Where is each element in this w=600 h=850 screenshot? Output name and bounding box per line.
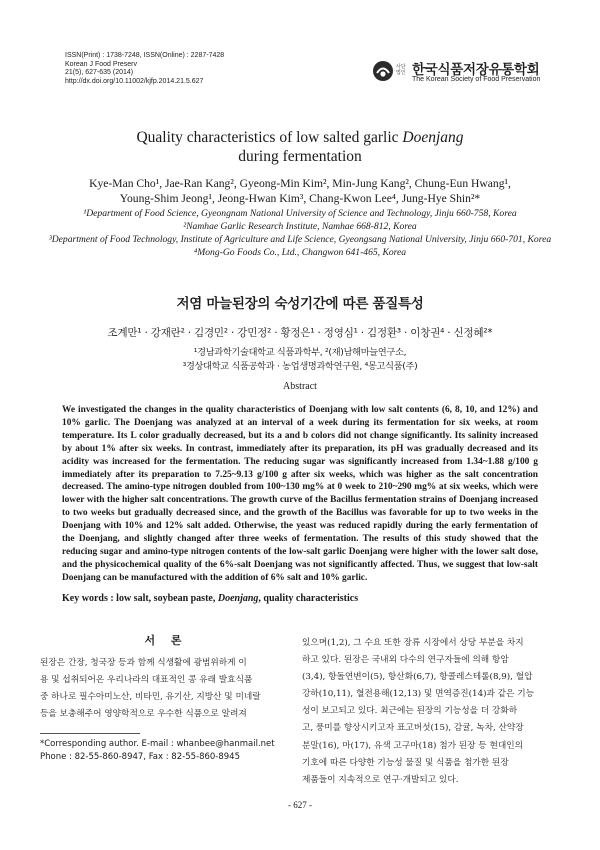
footnote-email: *Corresponding author. E-mail : whanbee@hanmail.net	[40, 739, 275, 749]
keywords: Key words : low salt, soybean paste, Doenjang, quality characteristics	[62, 593, 359, 604]
page-number: - 627 -	[288, 800, 312, 810]
korean-affiliation-2: ³경상대학교 식품공학과 · 농업생명과학연구원, ⁴몽고식품(주)	[182, 361, 418, 372]
affiliation-3: ³Department of Food Technology, Institute of Agriculture and Life Science, Gyeongsang National University, Jinju 660-701, Korea	[48, 234, 552, 245]
footnote-phone: Phone : 82-55-860-8947, Fax : 82-55-860-8945	[40, 752, 240, 762]
korean-title: 저염 마늘된장의 숙성기간에 따른 품질특성	[176, 296, 424, 312]
intro-right-line: 기호에 따른 다양한 기능성 물질 및 식품을 첨가한 된장	[302, 757, 509, 768]
abstract-heading: Abstract	[283, 381, 317, 392]
korean-authors: 조계만¹ · 강재란² · 김경민² · 강민정² · 황정은¹ · 정영심¹ · 김정환³ · 이창권⁴ · 신정혜²*	[107, 327, 493, 339]
abstract-body	[62, 404, 538, 585]
intro-right-line: 하고 있다. 된장은 국내외 다수의 연구자들에 의해 항암	[302, 655, 509, 666]
introduction-heading: 서 론	[144, 634, 188, 647]
intro-right-line: 분말(16), 마(17), 유색 고구마(18) 첨가 된장 등 현대인의	[302, 740, 524, 751]
affiliation-1: ¹Department of Food Science, Gyeongnam National University of Science and Technology, Jinju 660-758, Korea	[83, 208, 517, 219]
intro-right-line: 고, 풍미를 향상시키고자 표고버섯(15), 감귤, 녹차, 산약장	[302, 723, 524, 734]
affiliation-2: ²Namhae Garlic Research Institute, Namhae 668-812, Korea	[183, 221, 417, 232]
intro-right-line: 있으며(1,2), 그 수요 또한 장류 시장에서 상당 부분을 차지	[302, 638, 524, 648]
intro-right-line: 성이 보고되고 있다. 최근에는 된장의 기능성을 더 강화하	[302, 706, 518, 717]
society-emblem-icon	[372, 60, 394, 82]
intro-right-line: 제품들이 지속적으로 연구·개발되고 있다.	[302, 774, 459, 785]
author-line-1: Kye-Man Cho¹, Jae-Ran Kang², Gyeong-Min Kim², Min-Jung Kang², Chung-Eun Hwang¹,	[89, 177, 511, 190]
intro-left-line: 용 및 섭취되어온 우리나라의 대표적인 콩 유래 발효식품	[40, 675, 253, 686]
society-corp-label: 사단법인	[396, 64, 406, 76]
paper-title	[40, 128, 560, 166]
title-line-2: during fermentation	[238, 148, 362, 165]
intro-right-line: 강하(10,11), 혈전용해(12,13) 및 면역증진(14)과 같은 기능	[302, 689, 534, 700]
abstract-text: We investigated the changes in the quality characteristics of Doenjang with low salt contents (6, 8, 10, and 12%) and 10% garlic. The Doenjang was analyzed at an interval of a week during its fermentation for six weeks, at room temperature. Its L color gradually decreased, but its a and b colors did not change significantly. Its salinity increased by about 1% after six weeks. In contrast, immediately after its preparation, its pH was gradually decreased and its acidity was increased for the fermentation. The reducing sugar was significantly increased from 1.34~1.88 g/100 g immediately after its preparation to 7.25~9.13 g/100 g after six weeks, which was higher as the salt concentration decreased. The amino-type nitrogen doubled from 100~130 mg% at 0 week to 210~290 mg% at six weeks, which were lower with the higher salt concentrations. The growth curve of the Bacillus fermentation strains of Doenjang increased to two weeks but gradually decreased since, and the growth of the Bacillus was favorable for up to two weeks in the Doenjang with 10% and 12% salt added. Otherwise, the yeast was reduced rapidly during the early fermentation of the Doenjang, and slightly changed after three weeks of fermentation. The results of this study showed that the reducing sugar and amino-type nitrogen contents of the low-salt garlic Doenjang were higher with the lower salt dose, and the physicochemical quality of the 6%-salt Doenjang was not significantly affected. Thus, we suggest that low-salt Doenjang can be manufactured with the addition of 6% salt and 10% garlic.	[62, 405, 538, 583]
society-name-english: The Korean Society of Food Preservation	[412, 76, 541, 83]
intro-right-line: (3,4), 항돌연변이(5), 항산화(6,7), 항콜레스테롤(8,9), 혈압	[302, 672, 533, 683]
journal-metadata	[65, 52, 224, 86]
doi-link[interactable]: http://dx.doi.org/10.11002/kjfp.2014.21.5.627	[65, 77, 204, 85]
journal-name: Korean J Food Preserv	[65, 60, 137, 68]
society-logo-block	[372, 58, 562, 88]
volume-pages: 21(5), 627-635 (2014)	[65, 69, 134, 77]
korean-affiliation-1: ¹경남과학기술대학교 식품과학부, ²(재)남해마늘연구소,	[193, 347, 407, 358]
intro-left-line: 된장은 간장, 청국장 등과 함께 식생활에 광범위하게 이	[40, 658, 247, 668]
corresponding-author-footnote	[40, 738, 275, 764]
title-line-1: Quality characteristics of low salted garlic Doenjang	[136, 129, 464, 146]
keywords-label: Key words :	[62, 593, 114, 604]
footnote-divider	[40, 733, 140, 734]
intro-left-line: 등을 보충해주어 영양학적으로 우수한 식품으로 알려져	[40, 709, 247, 720]
affiliation-4: ⁴Mong-Go Foods Co., Ltd., Changwon 641-465, Korea	[193, 247, 407, 258]
author-line-2: Young-Shim Jeong¹, Jeong-Hwan Kim³, Chang-Kwon Lee⁴, Jung-Hye Shin²*	[119, 192, 481, 205]
issn-line: ISSN(Print) : 1738-7248, ISSN(Online) : 2287-7428	[65, 52, 225, 59]
society-name-korean: 한국식품저장유통학회	[412, 62, 540, 78]
intro-left-line: 중 하나로 필수아미노산, 비타민, 유기산, 지방산 및 미네랄	[40, 692, 261, 703]
intro-right-column	[302, 635, 570, 789]
intro-left-column	[40, 655, 292, 723]
